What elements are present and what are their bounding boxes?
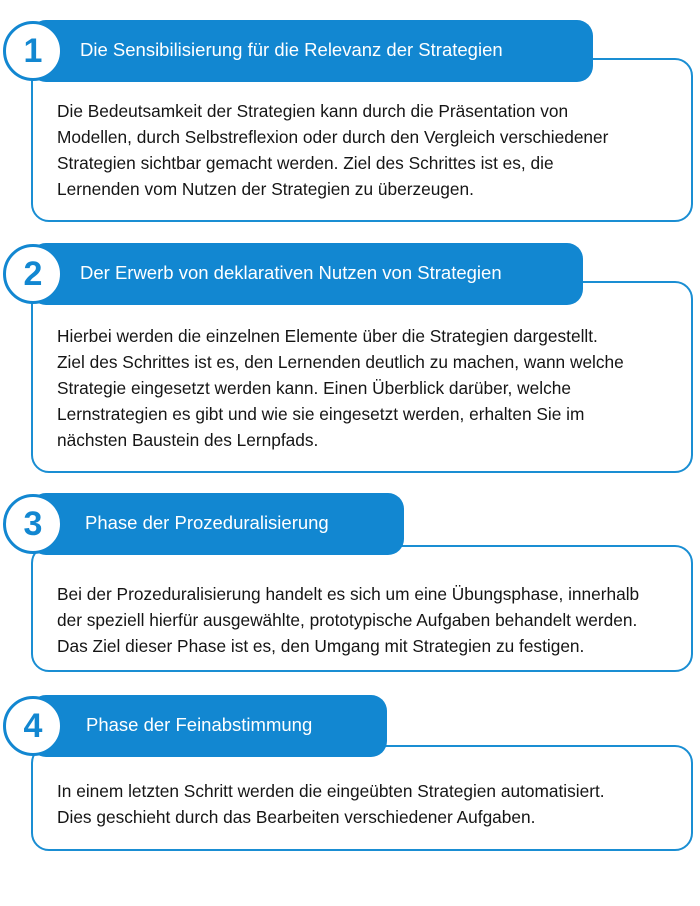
step-1-description [57,98,677,202]
step-3-description [57,581,677,659]
description-line: Dies geschieht durch das Bearbeiten verschiedener Aufgaben. [57,807,536,827]
step-1-title: Die Sensibilisierung für die Relevanz der Strategien [80,39,503,60]
step-3-header [30,493,404,555]
description-line: Das Ziel dieser Phase ist es, den Umgang mit Strategien zu festigen. [57,636,585,656]
description-line: Modellen, durch Selbstreflexion oder durch den Vergleich verschiedener [57,127,609,147]
step-3-title: Phase der Prozeduralisierung [85,512,329,533]
step-2-description [57,323,677,453]
step-1-description-box [31,58,693,222]
description-line: Strategie eingesetzt werden kann. Einen Überblick darüber, welche [57,378,571,398]
description-line: Ziel des Schrittes ist es, den Lernenden deutlich zu machen, wann welche [57,352,624,372]
step-2-title: Der Erwerb von deklarativen Nutzen von Strategien [80,262,502,283]
step-4-title: Phase der Feinabstimmung [86,714,313,735]
step-1-header [30,20,593,82]
description-line: Strategien sichtbar gemacht werden. Ziel des Schrittes ist es, die [57,153,554,173]
step-4-number-badge: 4 [3,696,63,756]
description-line: Die Bedeutsamkeit der Strategien kann durch die Präsentation von [57,101,569,121]
step-1-number-badge: 1 [3,21,63,81]
step-2-number-badge: 2 [3,244,63,304]
step-2-description-box [31,281,693,473]
step-3-description-box [31,545,693,672]
step-4-description [57,778,677,830]
description-line: Hierbei werden die einzelnen Elemente über die Strategien dargestellt. [57,326,598,346]
step-3-number-badge: 3 [3,494,63,554]
step-4-header [30,695,387,757]
description-line: Bei der Prozeduralisierung handelt es sich um eine Übungsphase, innerhalb [57,584,640,604]
step-2-header [30,243,583,305]
description-line: nächsten Baustein des Lernpfads. [57,430,319,450]
description-line: der speziell hierfür ausgewählte, prototypische Aufgaben behandelt werden. [57,610,638,630]
description-line: Lernstrategien es gibt und wie sie eingesetzt werden, erhalten Sie im [57,404,585,424]
step-4-description-box [31,745,693,851]
description-line: In einem letzten Schritt werden die eingeübten Strategien automatisiert. [57,781,605,801]
description-line: Lernenden vom Nutzen der Strategien zu überzeugen. [57,179,474,199]
